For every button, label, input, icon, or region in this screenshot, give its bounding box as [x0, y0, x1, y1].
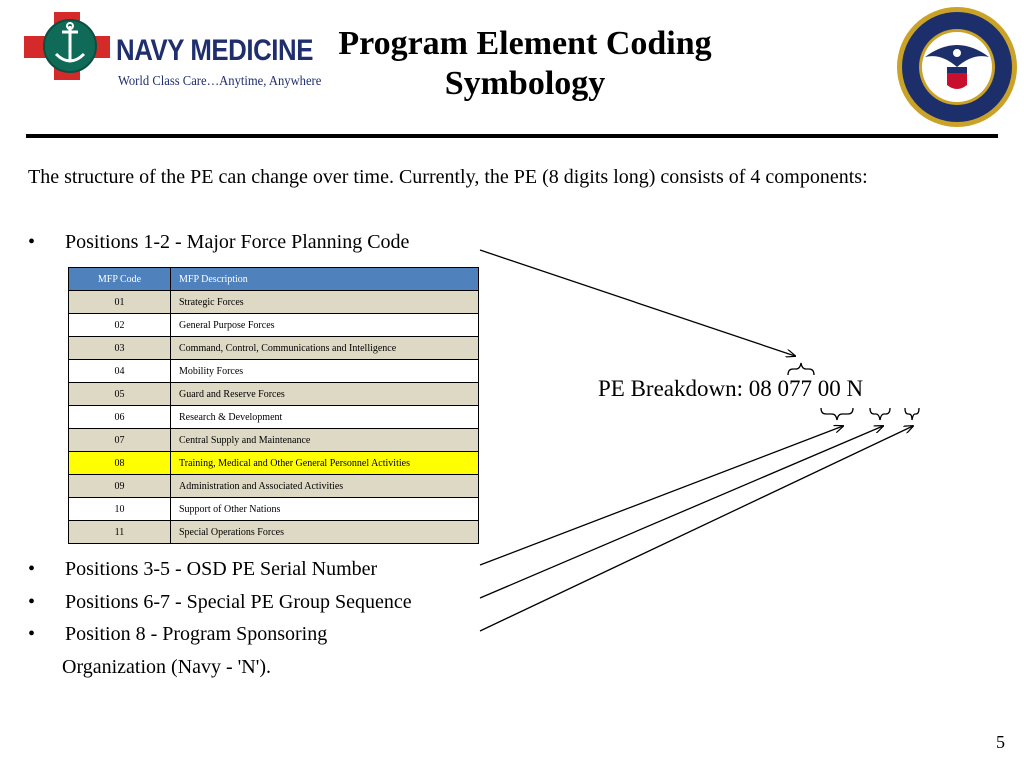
mfp-code-cell: 10: [69, 498, 171, 521]
brace-position-8: [905, 408, 919, 420]
brace-positions-3-5: [821, 408, 853, 420]
brace-positions-6-7: [870, 408, 890, 420]
mfp-description-cell: Administration and Associated Activities: [171, 475, 479, 498]
bullet-positions-6-7: [28, 590, 488, 614]
bullet-dot: •: [28, 623, 36, 645]
logo-brand: NAVY MEDICINE: [116, 34, 314, 67]
table-row: [69, 406, 479, 429]
header-divider: [26, 134, 998, 138]
bullet-positions-1-2: [28, 230, 488, 254]
title-line-2: Symbology: [444, 65, 606, 102]
bullet-position-8: [28, 622, 488, 646]
mfp-code-cell: 07: [69, 429, 171, 452]
bullet-text: Positions 6-7 - Special PE Group Sequence: [65, 591, 412, 613]
bullet-dot: •: [28, 231, 36, 253]
arrow-positions-3-5: [480, 426, 843, 565]
bullet-dot: •: [28, 591, 36, 613]
arrow-position-8: [480, 426, 913, 631]
mfp-description-cell: Central Supply and Maintenance: [171, 429, 479, 452]
column-header-mfp-description: MFP Description: [171, 268, 479, 291]
table-row: [69, 498, 479, 521]
mfp-code-cell: 06: [69, 406, 171, 429]
mfp-code-cell: 09: [69, 475, 171, 498]
arrow-positions-1-2: [480, 250, 795, 356]
bullet-text: Position 8 - Program Sponsoring: [65, 623, 328, 645]
table-row: [69, 337, 479, 360]
bullet-position-8-continuation: Organization (Navy - 'N').: [62, 656, 271, 678]
pe-breakdown-code: 08 077 00 N: [748, 376, 864, 401]
table-row: [69, 291, 479, 314]
table-row: [69, 475, 479, 498]
mfp-code-cell: 02: [69, 314, 171, 337]
mfp-code-table: [68, 267, 479, 544]
arrow-positions-6-7: [480, 426, 883, 598]
pe-breakdown-label: PE Breakdown:: [598, 376, 744, 401]
mfp-code-cell: 04: [69, 360, 171, 383]
page-title: [330, 24, 720, 104]
mfp-code-cell: 08: [69, 452, 171, 475]
pe-breakdown: [598, 376, 863, 402]
logo-tagline: World Class Care…Anytime, Anywhere: [118, 74, 322, 89]
anchor-cross-icon: [24, 10, 116, 82]
bullet-text: Positions 3-5 - OSD PE Serial Number: [65, 558, 378, 580]
eagle-seal-icon: [895, 5, 1019, 129]
mfp-description-cell: Mobility Forces: [171, 360, 479, 383]
intro-paragraph: The structure of the PE can change over time. Currently, the PE (8 digits long) consists of 4 components:: [28, 166, 868, 188]
mfp-description-cell: Strategic Forces: [171, 291, 479, 314]
mfp-description-cell: Support of Other Nations: [171, 498, 479, 521]
page-number: 5: [996, 732, 1005, 752]
table-row: [69, 521, 479, 544]
mfp-code-cell: 03: [69, 337, 171, 360]
table-row: [69, 452, 479, 475]
title-line-1: Program Element Coding: [338, 25, 712, 62]
bullet-text: Positions 1-2 - Major Force Planning Code: [65, 231, 410, 253]
table-header-row: [69, 268, 479, 291]
column-header-mfp-code: MFP Code: [69, 268, 171, 291]
table-row: [69, 429, 479, 452]
mfp-description-cell: General Purpose Forces: [171, 314, 479, 337]
mfp-code-cell: 11: [69, 521, 171, 544]
table-row: [69, 383, 479, 406]
mfp-code-cell: 01: [69, 291, 171, 314]
navy-medicine-logo: [24, 10, 322, 89]
mfp-description-cell: Guard and Reserve Forces: [171, 383, 479, 406]
bullet-dot: •: [28, 558, 36, 580]
bumed-seal: [895, 5, 1019, 129]
mfp-description-cell: Research & Development: [171, 406, 479, 429]
bullet-positions-3-5: [28, 557, 488, 581]
mfp-description-cell: Special Operations Forces: [171, 521, 479, 544]
table-row: [69, 314, 479, 337]
mfp-code-cell: 05: [69, 383, 171, 406]
mfp-description-cell: Command, Control, Communications and Intelligence: [171, 337, 479, 360]
brace-positions-1-2: [788, 363, 814, 375]
mfp-description-cell: Training, Medical and Other General Personnel Activities: [171, 452, 479, 475]
table-row: [69, 360, 479, 383]
